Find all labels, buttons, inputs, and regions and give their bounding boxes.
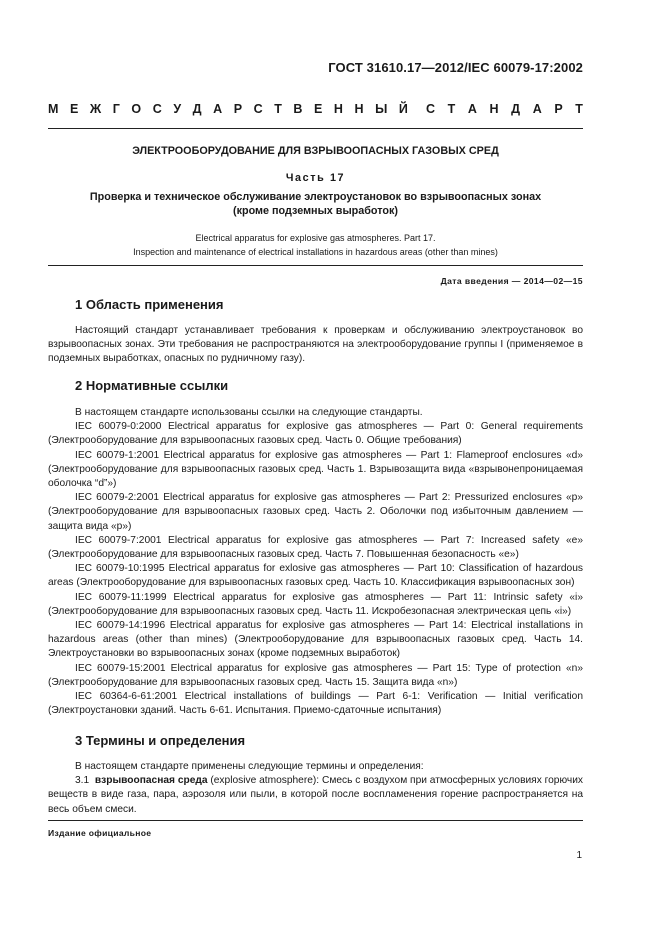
reference-item: IEC 60079-0:2000 Electrical apparatus for explosive gas atmospheres — Part 0: General requirements (Электрооборудование для взрывоопасных газовых сред. Часть 0. Общие требования) (48, 421, 583, 447)
subtitle-line: (кроме подземных выработок) (232, 205, 398, 217)
term-definition (48, 774, 583, 817)
banner-rule (48, 128, 583, 129)
reference-item: IEC 60079-10:1995 Electrical apparatus for exlosive gas atmospheres — Part 10: Classification of hazardous areas (Электрооборудование для взрывоопасных газовых сред. Часть 10. Классификация взрывоопасных зон) (48, 563, 583, 589)
paragraph: В настоящем стандарте использованы ссылки на следующие стандарты. (75, 407, 423, 418)
banner-word-standard: С Т А Н Д А Р Т (426, 102, 583, 116)
paragraph: В настоящем стандарте применены следующие термины и определения: (75, 761, 424, 772)
reference-item: IEC 60079-14:1996 Electrical apparatus for explosive gas atmospheres — Part 14: Electrical installations in hazardous areas (other than mines) (Электрооборудование для взрывоопасных газовых сред. Часть 14. Электроустановки во взрывоопасных зонах (кроме подземных выработок) (48, 620, 583, 660)
term-number: 3.1 (75, 775, 90, 787)
introduction-date: Дата введения — 2014—02—15 (440, 276, 583, 286)
standard-banner (48, 102, 583, 116)
title-rule (48, 265, 583, 266)
english-title-line: Electrical apparatus for explosive gas atmospheres. Part 17. (195, 233, 436, 243)
reference-item: IEC 60079-1:2001 Electrical apparatus for explosive gas atmospheres — Part 1: Flameproof enclosures «d» (Электрооборудование для взрывоопасных газовых сред. Часть 1. Взрывозащита вида «взрывонепроницаемая оболочка “d”») (48, 449, 583, 490)
english-title (48, 231, 583, 259)
section-body-scope (48, 324, 583, 367)
standard-code: ГОСТ 31610.17—2012/IEC 60079-17:2002 (328, 60, 583, 75)
reference-item: IEC 60079-15:2001 Electrical apparatus for explosive gas atmospheres — Part 15: Type of protection «n» (Электрооборудование для взрывоопасных газовых сред. Часть 15. Защита вида «n») (48, 662, 583, 688)
paragraph: Настоящий стандарт устанавливает требования к проверкам и обслуживанию электроустановок во взрывоопасных зонах. Эти требования не распространяются на электрооборудование группы I (применяемое в подземных выработках, опасных по рудничному газу). (48, 325, 583, 365)
reference-item: IEC 60079-11:1999 Electrical apparatus for explosive gas atmospheres — Part 11: Intrinsic safety «i» (Электрооборудование для взрывоопасных газовых сред. Часть 11. Искробезопасная электрическая цепь «i») (48, 591, 583, 617)
section-body-terms (48, 760, 583, 817)
official-edition: Издание официальное (48, 828, 152, 838)
part-number: Часть 17 (285, 172, 346, 184)
section-body-references (48, 406, 583, 718)
term-text: (explosive atmosphere): Смесь с воздухом при атмосферных условиях горючих веществ в виде газа, пара, аэрозоля или пыли, в которой после воспламенения горение распространяется на весь объем смеси. (48, 775, 583, 815)
section-heading-scope: 1 Область применения (75, 297, 224, 312)
term-name: взрывоопасная среда (94, 775, 208, 787)
footer-rule (48, 820, 583, 821)
page-number: 1 (576, 850, 582, 861)
reference-item: IEC 60079-2:2001 Electrical apparatus for explosive gas atmospheres — Part 2: Pressurized enclosures «p» (Электрооборудование для взрывоопасных газовых сред. Часть 2. Оболочки под избыточным давлением — защита вида «p») (48, 492, 583, 532)
section-heading-terms: 3 Термины и определения (75, 733, 246, 748)
subtitle-line: Проверка и техническое обслуживание электроустановок во взрывоопасных зонах (89, 191, 542, 203)
section-heading-references: 2 Нормативные ссылки (75, 378, 229, 393)
reference-item: IEC 60364-6-61:2001 Electrical installations of buildings — Part 6-1: Verification — Initial verification (Электроустановки зданий. Часть 6-61. Испытания. Приемо-сдаточные испытания) (48, 691, 583, 717)
banner-word-interstate: М Е Ж Г О С У Д А Р С Т В Е Н Н Ы Й (48, 102, 408, 116)
document-subtitle (48, 190, 583, 218)
english-title-line: Inspection and maintenance of electrical installations in hazardous areas (other than mines) (133, 247, 498, 257)
document-title: ЭЛЕКТРООБОРУДОВАНИЕ ДЛЯ ВЗРЫВООПАСНЫХ ГАЗОВЫХ СРЕД (132, 145, 499, 157)
reference-item: IEC 60079-7:2001 Electrical apparatus for explosive gas atmospheres — Part 7: Increased safety «e» (Электрооборудование для взрывоопасных газовых сред. Часть 7. Повышенная безопасность «е») (48, 534, 583, 561)
